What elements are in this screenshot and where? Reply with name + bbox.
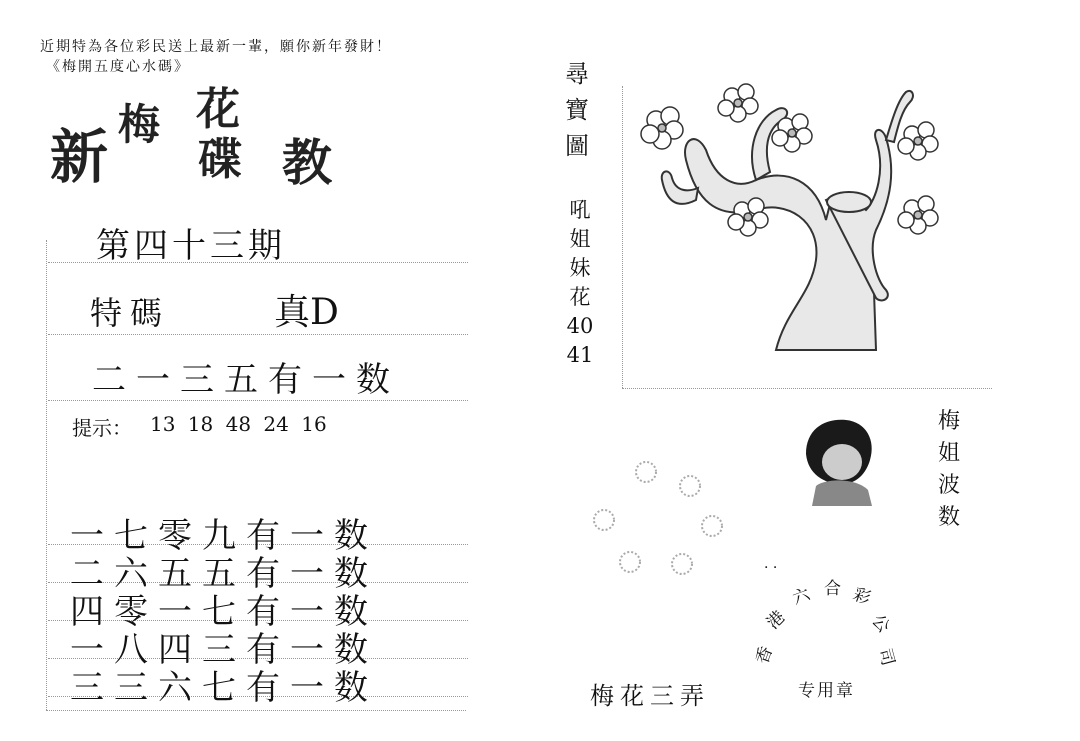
- prediction-line-4: 一八四三有一数: [70, 630, 378, 670]
- prediction-line-1: 一七零九有一数: [70, 516, 378, 556]
- seal-char-6: 公: [867, 611, 894, 638]
- frame-left: [622, 86, 623, 388]
- blossom: [898, 122, 938, 160]
- seal-dots: · ·: [764, 560, 778, 576]
- hint-label: 提示：: [72, 416, 132, 440]
- seal-char-3: 六: [789, 584, 813, 610]
- intro-line-2: 《梅開五度心水碼》: [46, 59, 190, 75]
- sisters-number-2: 41: [566, 343, 594, 367]
- treasure-char-2: 寶: [565, 96, 589, 124]
- divider: [48, 262, 468, 263]
- title-char-2: 梅: [118, 100, 161, 149]
- girl-portrait: [796, 414, 886, 506]
- wave-char-3: 波: [937, 473, 960, 498]
- hint-numbers: 13 18 48 24 16: [150, 412, 327, 436]
- seal-char-7: 司: [874, 646, 898, 668]
- wave-char-1: 梅: [937, 409, 960, 434]
- company-seal: [740, 556, 910, 716]
- period-label: 第四十三期: [96, 226, 286, 266]
- blossom: [641, 107, 683, 149]
- seal-char-2: 港: [763, 607, 790, 634]
- tema-label: 特碼: [90, 294, 171, 332]
- plum-tree-illustration: [636, 80, 956, 360]
- seal-char-1: 香: [752, 643, 778, 667]
- faint-blossom-ring: [586, 454, 736, 584]
- wave-numbers-label: [934, 406, 964, 534]
- main-prediction: 二一三五有一数: [92, 360, 400, 400]
- prediction-line-2: 二六五五有一数: [70, 554, 378, 594]
- divider: [48, 400, 468, 401]
- wave-char-2: 姐: [937, 441, 960, 466]
- prediction-line-5: 三三六七有一数: [70, 668, 378, 708]
- treasure-char-1: 尋: [565, 60, 589, 88]
- seal-bottom-text: 专用章: [798, 681, 855, 701]
- plum-caption: 梅花三弄: [590, 682, 710, 710]
- sisters-char-3: 妹: [569, 256, 591, 280]
- sisters-char-4: 花: [569, 285, 591, 309]
- seal-char-4: 合: [824, 579, 841, 599]
- frame-left: [46, 240, 47, 710]
- seal-char-5: 彩: [850, 584, 874, 610]
- blossom: [898, 196, 938, 234]
- sisters-number-1: 40: [566, 314, 594, 338]
- blossom: [718, 84, 758, 122]
- frame-bottom: [622, 388, 992, 389]
- tema-value: 真D: [274, 292, 339, 333]
- sisters-char-2: 姐: [569, 227, 591, 251]
- treasure-char-3: 圖: [565, 132, 589, 160]
- sisters-char-1: 吼: [569, 198, 591, 222]
- title-char-1: 新: [50, 123, 109, 191]
- title-char-4: 碟: [198, 134, 242, 185]
- prediction-line-3: 四零一七有一数: [70, 592, 378, 632]
- sisters-flower-label: [565, 196, 595, 370]
- treasure-map-label: [562, 56, 592, 164]
- title-char-3: 花: [196, 84, 240, 135]
- divider: [48, 334, 468, 335]
- intro-line-1: 近期特為各位彩民送上最新一輩，願你新年發財！: [40, 39, 392, 55]
- title-char-5: 教: [282, 134, 332, 192]
- wave-char-4: 数: [937, 505, 960, 530]
- frame-bottom: [46, 710, 466, 711]
